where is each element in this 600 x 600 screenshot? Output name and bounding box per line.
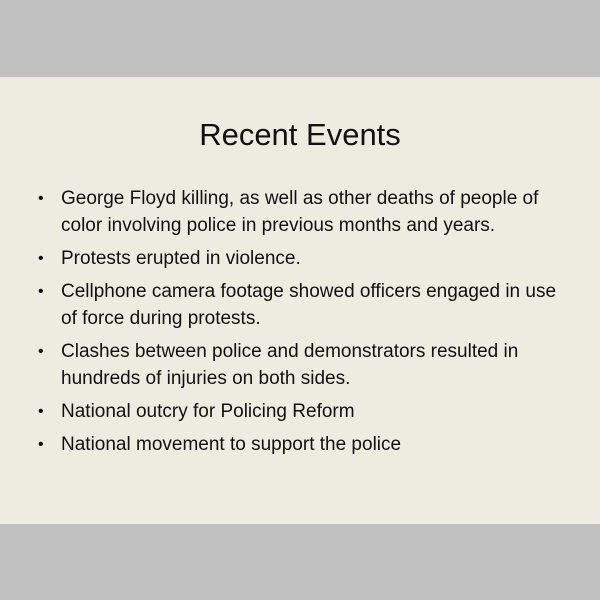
bullet-item <box>38 278 558 332</box>
bullet-icon: • <box>38 403 44 420</box>
bullet-item <box>38 245 558 272</box>
bullet-text: George Floyd killing, as well as other deaths of people of color involving police in previous months and years. <box>61 188 539 236</box>
bullet-icon: • <box>38 343 44 360</box>
slide <box>0 77 600 524</box>
bullet-list <box>38 185 558 464</box>
bullet-text: Protests erupted in violence. <box>61 248 301 269</box>
bullet-text: National movement to support the police <box>61 434 402 455</box>
bullet-item <box>38 185 558 239</box>
bullet-icon: • <box>38 283 44 300</box>
bullet-icon: • <box>38 436 44 453</box>
bullet-item <box>38 398 558 425</box>
bullet-item <box>38 431 558 458</box>
bullet-text: Cellphone camera footage showed officers engaged in use of force during protests. <box>61 281 557 329</box>
bullet-item <box>38 338 558 392</box>
slide-title: Recent Events <box>199 117 401 152</box>
bullet-text: Clashes between police and demonstrators resulted in hundreds of injuries on both sides. <box>61 341 519 389</box>
bullet-text: National outcry for Policing Reform <box>61 401 355 422</box>
bullet-icon: • <box>38 250 44 267</box>
bullet-icon: • <box>38 190 44 207</box>
